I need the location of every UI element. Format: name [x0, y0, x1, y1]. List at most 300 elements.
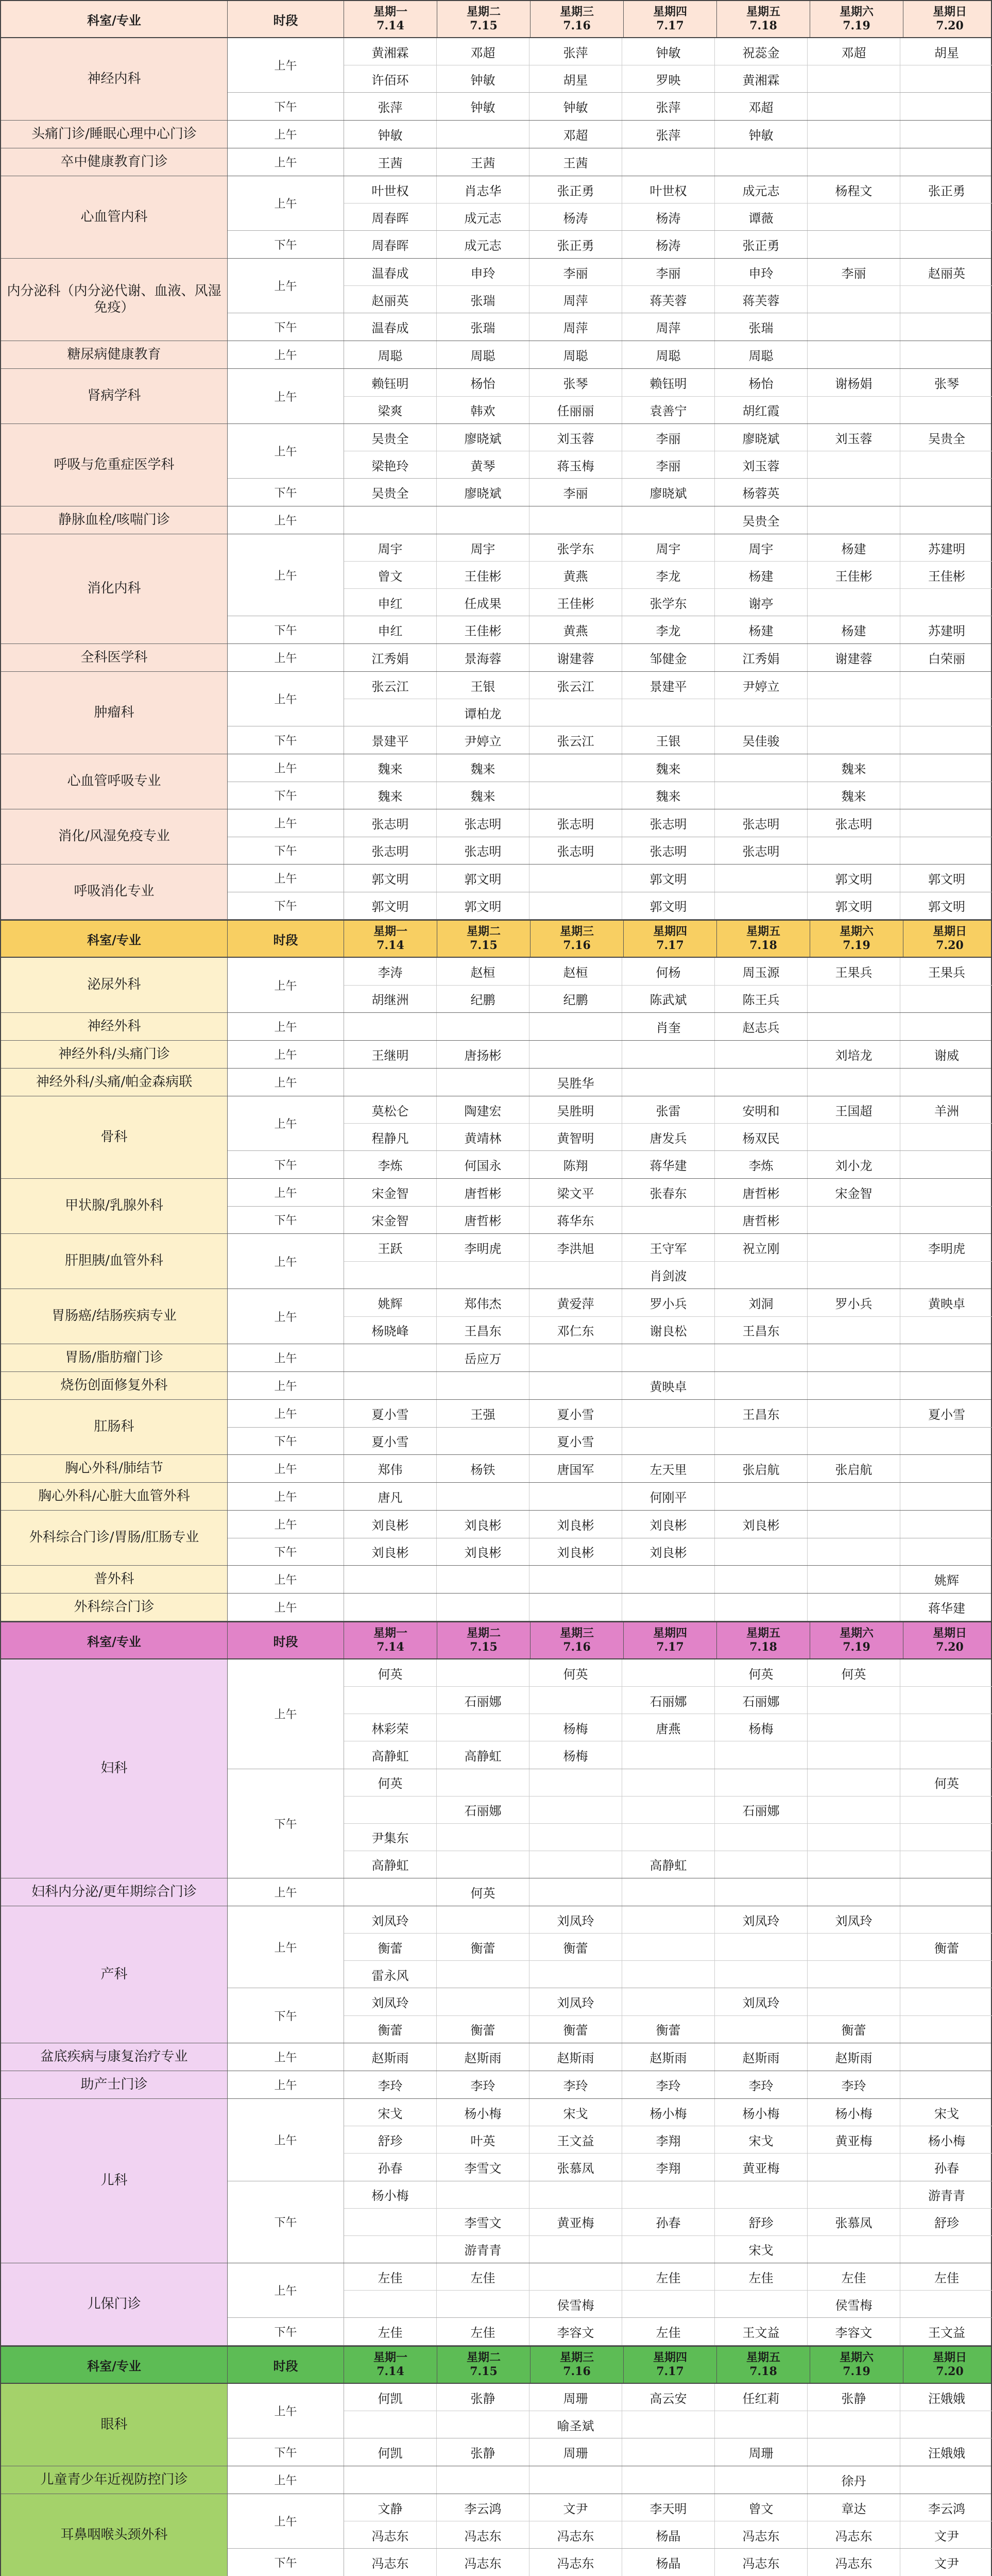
doctor-cell: 何凯: [344, 2438, 437, 2466]
time-slot: 上午: [228, 121, 344, 148]
doctor-cell: [529, 1262, 622, 1289]
time-slot: 上午: [228, 1013, 344, 1040]
doctor-cell: 杨铁: [437, 1455, 529, 1482]
doctor-rows: [344, 2263, 992, 2317]
time-period: [228, 121, 992, 148]
date-label: 7.16: [563, 19, 591, 32]
doctor-row: [344, 2291, 992, 2317]
weekday-label: 星期三: [559, 2350, 594, 2364]
doctor-cell: [900, 1069, 992, 1096]
doctor-cell: 黄琴: [437, 451, 529, 478]
doctor-cell: 石丽娜: [715, 1797, 808, 1823]
doctor-cell: [900, 1538, 992, 1566]
doctor-rows: [344, 93, 992, 120]
periods: [228, 2466, 992, 2494]
doctor-rows: [344, 672, 992, 726]
section-header: [1, 920, 991, 958]
doctor-cell: 景建平: [622, 672, 715, 699]
doctor-cell: 冯志东: [529, 2549, 622, 2576]
dept-name: 静脉血栓/咳喘门诊: [1, 506, 228, 534]
doctor-cell: [900, 754, 992, 782]
date-label: 7.16: [563, 939, 591, 952]
doctor-cell: [622, 2466, 715, 2494]
doctor-cell: [344, 2291, 437, 2317]
doctor-cell: [622, 1988, 715, 2015]
doctor-cell: 文尹: [529, 2494, 622, 2521]
date-label: 7.20: [936, 939, 964, 952]
doctor-row: [344, 2263, 992, 2291]
doctor-cell: [900, 313, 992, 341]
doctor-cell: 唐哲彬: [437, 1207, 529, 1234]
time-period: [228, 2549, 992, 2576]
doctor-cell: [622, 1906, 715, 1933]
periods: [228, 1372, 992, 1399]
doctor-row: [344, 2438, 992, 2466]
doctor-cell: [808, 1400, 900, 1427]
dept-row: [1, 176, 991, 259]
doctor-cell: [808, 231, 900, 258]
doctor-row: [344, 1769, 992, 1797]
doctor-cell: [715, 1041, 808, 1068]
doctor-row: [344, 644, 992, 671]
date-label: 7.20: [936, 19, 964, 32]
header-time-label: 时段: [228, 1, 344, 37]
doctor-rows: [344, 2181, 992, 2263]
periods: [228, 865, 992, 919]
dept-row: [1, 1344, 991, 1372]
doctor-cell: [437, 1483, 529, 1510]
doctor-rows: [344, 506, 992, 534]
doctor-rows: [344, 259, 992, 313]
doctor-cell: [622, 1041, 715, 1068]
dept-row: [1, 2099, 991, 2263]
doctor-cell: [900, 1124, 992, 1150]
doctor-cell: 刘良彬: [344, 1538, 437, 1566]
time-period: [228, 1988, 992, 2043]
doctor-cell: [529, 699, 622, 726]
doctor-rows: [344, 1372, 992, 1399]
doctor-cell: 胡星: [934, 45, 959, 60]
header-day: [717, 2347, 810, 2383]
doctor-cell: 刘小龙: [808, 1151, 900, 1178]
time-slot: 下午: [228, 1151, 344, 1178]
doctor-row: [344, 1179, 992, 1206]
doctor-cell: 姚辉: [344, 1289, 437, 1316]
doctor-cell: 尹集东: [344, 1824, 437, 1851]
doctor-row: [344, 176, 992, 204]
doctor-cell: 魏来: [437, 754, 529, 782]
weekday-label: 星期日: [932, 2350, 967, 2364]
doctor-cell: [344, 506, 437, 534]
doctor-rows: [344, 1455, 992, 1482]
doctor-cell: [808, 2181, 900, 2208]
date-label: 7.15: [470, 19, 498, 32]
time-period: [228, 865, 992, 892]
header-day: [531, 1622, 624, 1658]
doctor-cell: [437, 1594, 529, 1621]
date-label: 7.14: [377, 19, 404, 32]
time-slot: 上午: [228, 1234, 344, 1289]
section-header: [1, 0, 991, 38]
dept-name: 骨科: [1, 1096, 228, 1178]
time-period: [228, 644, 992, 671]
time-period: [228, 2263, 992, 2318]
date-label: 7.18: [749, 2365, 777, 2378]
doctor-cell: 廖晓斌: [622, 479, 715, 506]
doctor-cell: 白荣丽: [928, 652, 965, 666]
time-period: [228, 38, 992, 93]
doctor-cell: 温春成: [344, 313, 437, 341]
doctor-cell: 任红莉: [715, 2384, 808, 2411]
doctor-rows: [344, 2071, 992, 2098]
dept-row: [1, 1511, 991, 1566]
doctor-rows: [344, 38, 992, 92]
dept-name: 胸心外科/肺结节: [1, 1455, 228, 1482]
doctor-cell: 高静虹: [437, 1741, 529, 1768]
doctor-cell: 高静虹: [622, 1851, 715, 1878]
header-day: [437, 921, 531, 957]
doctor-cell: 唐哲彬: [715, 1179, 808, 1206]
doctor-cell: 王继明: [344, 1041, 437, 1068]
doctor-cell: 左佳: [344, 2263, 437, 2290]
doctor-cell: [529, 2263, 622, 2290]
doctor-cell: 李丽: [808, 259, 900, 285]
doctor-cell: 邓超: [529, 121, 622, 148]
doctor-cell: 何英: [934, 1776, 959, 1791]
doctor-cell: 李丽: [622, 451, 715, 478]
doctor-cell: [808, 1851, 900, 1878]
doctor-row: [344, 1797, 992, 1824]
header-day: [810, 2347, 903, 2383]
dept-row: [1, 121, 991, 148]
doctor-cell: 高静虹: [344, 1851, 437, 1878]
time-period: [228, 1400, 992, 1428]
doctor-cell: 左佳: [934, 2270, 959, 2285]
doctor-cell: [808, 1372, 900, 1399]
doctor-cell: [622, 1594, 715, 1621]
section-internal: [0, 0, 992, 920]
doctor-cell: [900, 1511, 992, 1538]
doctor-cell: 郭文明: [437, 892, 529, 920]
doctor-cell: 郭文明: [808, 892, 900, 920]
periods: [228, 1041, 992, 1068]
weekday-label: 星期三: [559, 924, 594, 938]
dept-name: 肿瘤科: [1, 672, 228, 754]
time-slot: 下午: [228, 1538, 344, 1566]
date-label: 7.14: [377, 1640, 404, 1654]
doctor-row: [344, 369, 992, 397]
doctor-cell: 舒珍: [344, 2126, 437, 2153]
time-period: [228, 231, 992, 258]
time-period: [228, 341, 992, 368]
header-day: [437, 1, 531, 37]
section-surgery: [0, 920, 992, 1621]
doctor-cell: 钟敏: [715, 121, 808, 148]
doctor-cell: 王文益: [928, 2326, 965, 2341]
doctor-cell: 雷永风: [344, 1961, 437, 1988]
doctor-cell: 张萍: [529, 38, 622, 65]
header-day: [624, 1622, 717, 1658]
doctor-cell: [715, 2291, 808, 2317]
header-day: [531, 1, 624, 37]
doctor-cell: [715, 1428, 808, 1455]
doctor-cell: 衡蕾: [437, 1934, 529, 1960]
doctor-cell: 任成果: [437, 589, 529, 616]
doctor-cell: 宋戈: [715, 2236, 808, 2263]
doctor-cell: 冯志东: [437, 2549, 529, 2576]
date-label: 7.15: [470, 939, 498, 952]
doctor-row: [344, 1069, 992, 1096]
doctor-cell: 刘良彬: [715, 1511, 808, 1538]
doctor-cell: [529, 1797, 622, 1823]
doctor-cell: 冯志东: [715, 2549, 808, 2576]
doctor-cell: 李云鸿: [437, 2494, 529, 2521]
doctor-cell: 杨晓峰: [344, 1317, 437, 1344]
dept-name: 耳鼻咽喉头颈外科: [1, 2494, 228, 2576]
doctor-cell: [437, 2411, 529, 2438]
periods: [228, 121, 992, 148]
doctor-cell: [622, 2181, 715, 2208]
doctor-rows: [344, 754, 992, 782]
doctor-cell: 杨双民: [715, 1124, 808, 1150]
doctor-cell: 吴贵全: [928, 431, 965, 446]
doctor-rows: [344, 1988, 992, 2043]
periods: [228, 1013, 992, 1040]
doctor-cell: 李翔: [622, 2154, 715, 2180]
doctor-row: [344, 2043, 992, 2071]
date-label: 7.16: [563, 1640, 591, 1654]
doctor-cell: 周聪: [344, 341, 437, 368]
doctor-cell: 何凯: [344, 2384, 437, 2411]
doctor-row: [344, 699, 992, 726]
dept-name: 消化/风湿免疫专业: [1, 809, 228, 864]
doctor-cell: [900, 506, 992, 534]
doctor-row: [344, 1511, 992, 1538]
doctor-cell: [622, 1824, 715, 1851]
doctor-cell: [622, 1797, 715, 1823]
time-period: [228, 1659, 992, 1769]
periods: [228, 2494, 992, 2576]
time-period: [228, 1207, 992, 1234]
doctor-cell: [808, 672, 900, 699]
doctor-cell: 何刚平: [622, 1483, 715, 1510]
doctor-cell: [529, 506, 622, 534]
periods: [228, 1511, 992, 1565]
dept-name: 助产士门诊: [1, 2071, 228, 2098]
section-header: [1, 2346, 991, 2384]
doctor-cell: 衡蕾: [934, 1941, 959, 1956]
doctor-cell: [808, 1878, 900, 1906]
doctor-cell: [900, 2016, 992, 2043]
doctor-cell: 周聪: [529, 341, 622, 368]
time-period: [228, 1372, 992, 1399]
date-label: 7.18: [749, 19, 777, 32]
doctor-row: [344, 65, 992, 92]
doctor-cell: [900, 1851, 992, 1878]
dept-name: 儿保门诊: [1, 2263, 228, 2345]
doctor-cell: [715, 782, 808, 809]
doctor-cell: 廖晓斌: [437, 424, 529, 451]
doctor-cell: 张正勇: [529, 231, 622, 258]
doctor-cell: 刘良彬: [344, 1511, 437, 1538]
doctor-cell: [808, 1961, 900, 1988]
doctor-cell: 唐国军: [529, 1455, 622, 1482]
doctor-cell: 衡蕾: [344, 2016, 437, 2043]
doctor-cell: 唐扬彬: [437, 1041, 529, 1068]
doctor-cell: 文尹: [934, 2556, 959, 2571]
doctor-cell: [900, 1824, 992, 1851]
doctor-cell: 郭文明: [928, 872, 965, 887]
doctor-cell: [808, 1687, 900, 1714]
dept-row: [1, 2043, 991, 2071]
doctor-cell: [529, 782, 622, 809]
doctor-rows: [344, 341, 992, 368]
time-period: [228, 1455, 992, 1482]
dept-name: 儿科: [1, 2099, 228, 2263]
doctor-cell: [622, 1659, 715, 1686]
doctor-cell: 江秀娟: [344, 644, 437, 671]
doctor-cell: 吴佳骏: [715, 726, 808, 754]
time-period: [228, 1428, 992, 1455]
doctor-cell: 吴贵全: [344, 479, 437, 506]
doctor-cell: [715, 1741, 808, 1768]
doctor-cell: 王文益: [529, 2126, 622, 2153]
time-slot: 下午: [228, 616, 344, 643]
dept-name: 肛肠科: [1, 1400, 228, 1454]
time-slot: 上午: [228, 176, 344, 230]
dept-row: [1, 2466, 991, 2494]
doctor-cell: [437, 1851, 529, 1878]
date-label: 7.14: [377, 2365, 404, 2378]
doctor-cell: 周宇: [715, 534, 808, 561]
doctor-cell: 谢良松: [622, 1317, 715, 1344]
time-slot: 上午: [228, 1455, 344, 1482]
time-slot: 上午: [228, 534, 344, 616]
doctor-cell: [715, 1878, 808, 1906]
time-period: [228, 2466, 992, 2494]
time-slot: 下午: [228, 892, 344, 920]
doctor-cell: [900, 2411, 992, 2438]
doctor-cell: 胡星: [529, 65, 622, 92]
doctor-cell: [529, 2466, 622, 2494]
doctor-cell: 赵斯雨: [808, 2043, 900, 2071]
doctor-cell: 李云鸿: [928, 2501, 965, 2516]
doctor-cell: [808, 1069, 900, 1096]
doctor-cell: 何英: [344, 1769, 437, 1796]
dept-name: 胸心外科/心脏大血管外科: [1, 1483, 228, 1510]
doctor-cell: 张慕凤: [529, 2154, 622, 2180]
doctor-cell: 王银: [622, 726, 715, 754]
doctor-rows: [344, 1566, 992, 1593]
doctor-row: [344, 1372, 992, 1399]
doctor-cell: 罗小兵: [808, 1289, 900, 1316]
doctor-cell: 廖晓斌: [715, 424, 808, 451]
doctor-row: [344, 726, 992, 754]
dept-name: 糖尿病健康教育: [1, 341, 228, 368]
doctor-row: [344, 1041, 992, 1068]
periods: [228, 38, 992, 120]
doctor-row: [344, 1151, 992, 1178]
doctor-cell: 周宇: [344, 534, 437, 561]
doctor-cell: 祝蕊金: [715, 38, 808, 65]
dept-name: 消化内科: [1, 534, 228, 643]
periods: [228, 176, 992, 258]
date-label: 7.17: [656, 1640, 684, 1654]
header-day: [717, 921, 810, 957]
doctor-cell: 夏小雪: [344, 1400, 437, 1427]
doctor-cell: 张静: [437, 2438, 529, 2466]
doctor-cell: 王文益: [715, 2318, 808, 2345]
doctor-row: [344, 782, 992, 809]
doctor-cell: [715, 1594, 808, 1621]
doctor-cell: 黄映卓: [928, 1296, 965, 1311]
doctor-cell: 游青青: [437, 2236, 529, 2263]
header-day: [344, 1622, 437, 1658]
doctor-cell: 李龙: [622, 562, 715, 588]
doctor-cell: [622, 1207, 715, 1234]
dept-row: [1, 809, 991, 865]
doctor-cell: 杨涛: [622, 231, 715, 258]
date-label: 7.19: [843, 939, 870, 952]
doctor-row: [344, 479, 992, 506]
doctor-cell: 张琴: [529, 369, 622, 396]
doctor-cell: 何国永: [437, 1151, 529, 1178]
doctor-cell: 曾文: [715, 2494, 808, 2521]
doctor-row: [344, 1538, 992, 1566]
dept-row: [1, 1483, 991, 1511]
doctor-cell: 吴贵全: [715, 506, 808, 534]
doctor-cell: [344, 1566, 437, 1593]
doctor-cell: 张志明: [344, 809, 437, 837]
header-dept-label: 科室/专业: [1, 1622, 228, 1658]
header-dept-label: 科室/专业: [1, 921, 228, 957]
doctor-cell: [808, 1538, 900, 1566]
doctor-cell: 陈翔: [529, 1151, 622, 1178]
doctor-cell: [715, 699, 808, 726]
doctor-cell: 王佳彬: [437, 616, 529, 643]
doctor-row: [344, 1124, 992, 1150]
doctor-rows: [344, 1483, 992, 1510]
doctor-cell: 杨梅: [529, 1714, 622, 1741]
periods: [228, 534, 992, 643]
doctor-row: [344, 259, 992, 286]
time-slot: 下午: [228, 1207, 344, 1234]
doctor-cell: 周宇: [437, 534, 529, 561]
dept-name: 胃肠/脂肪瘤门诊: [1, 1344, 228, 1371]
doctor-cell: 谢威: [934, 1048, 959, 1063]
time-period: [228, 534, 992, 616]
doctor-cell: [808, 837, 900, 865]
doctor-cell: 石丽娜: [622, 1687, 715, 1714]
doctor-cell: 王茜: [344, 148, 437, 176]
doctor-cell: [715, 1069, 808, 1096]
time-slot: 下午: [228, 479, 344, 506]
doctor-row: [344, 121, 992, 148]
time-slot: 上午: [228, 672, 344, 726]
time-slot: 下午: [228, 93, 344, 120]
section-header: [1, 1621, 991, 1659]
dept-row: [1, 754, 991, 809]
doctor-row: [344, 809, 992, 837]
doctor-cell: [900, 341, 992, 368]
doctor-row: [344, 865, 992, 892]
periods: [228, 1096, 992, 1178]
doctor-cell: 张正勇: [529, 176, 622, 203]
periods: [228, 1179, 992, 1233]
doctor-row: [344, 1659, 992, 1687]
doctor-cell: [900, 479, 992, 506]
doctor-cell: [715, 1344, 808, 1371]
